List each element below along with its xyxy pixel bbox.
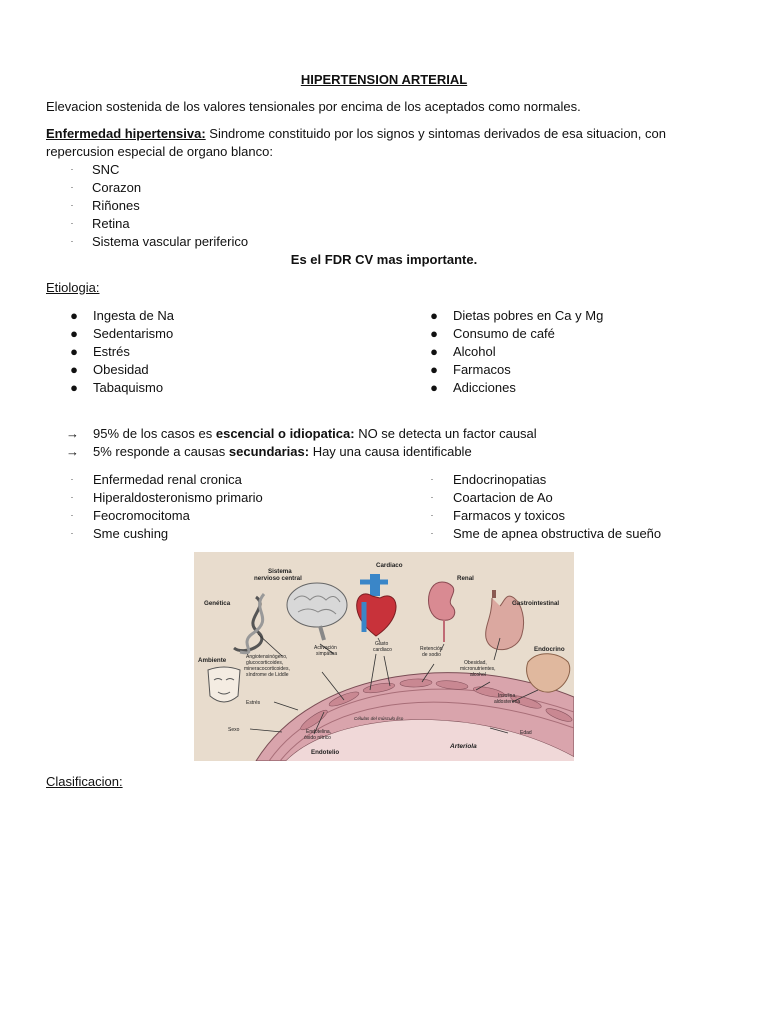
label-ambiente: Ambiente <box>198 657 227 664</box>
label-renal: Renal <box>457 575 474 582</box>
label-endotelio: Endotelio <box>311 749 340 756</box>
middle-dot-icon: · <box>430 528 434 538</box>
svg-text:síndrome de Liddle: síndrome de Liddle <box>246 672 289 678</box>
black-circle-icon: ● <box>430 326 438 341</box>
enfermedad-text-1: Sindrome constituido por los signos y sintomas derivados de esa situacion, con <box>205 126 666 141</box>
black-circle-icon: ● <box>430 344 438 359</box>
middle-dot-icon: · <box>430 492 434 502</box>
black-circle-icon: ● <box>430 380 438 395</box>
black-circle-icon: ● <box>70 362 78 377</box>
heart-icon <box>357 574 396 636</box>
black-circle-icon: ● <box>70 308 78 323</box>
label-sistema-1: Sistema <box>268 568 292 575</box>
figure-illustration <box>194 552 574 761</box>
document-page: HIPERTENSION ARTERIAL Elevacion sostenida de los valores tensionales por encima de los aceptados como normales. Enfermedad hipertensiva: Sindrome constituido por los signos y sintomas derivados de esa situacion, con repercusion especial de organo blanco: · SNC · Corazon · Riñones · Retina · Sistema vascular periferico Es el FDR CV mas importante. Etiologia: ● Ingesta de Na ● Sedentarismo ● Estrés ● Obesidad ● Tabaquismo ● Dietas pobres en Ca y Mg ● Consumo de café ● Alcohol ● Farmacos ● Adicciones → 95% de los casos es escencial o idiopatica: NO se detecta un factor causal → 5% responde a causas secundarias: Hay una causa identificable · Enfermedad renal cronica · Hiperaldosteronismo primario · Feocromocitoma · Sme cushing · Endocrinopatias · Coartacion de Ao · Farmacos y toxicos · Sme de apnea obstructiva de sueño Sistema nervioso central Cardiaco Renal Gastrointestinal Genética Ambiente Endocrino Endotelio Angiotensinógeno, glucocorticoides, mineracocorticoides, síndrome de Liddle Activación simpática Gasto cardiaco Retención de sodio Obesidad, micronutrientes, alcohol Insulina, aldosterona Estrés Sexo Edad Endotelina, óxido nítrico Células del músculo liso Arteriola Clasificacion: <box>0 0 768 1024</box>
face-icon <box>208 667 240 702</box>
black-circle-icon: ● <box>70 380 78 395</box>
middle-dot-icon: · <box>70 528 74 538</box>
definition-text: Elevacion sostenida de los valores tensionales por encima de los aceptados como normales. <box>46 99 581 114</box>
label-gastrointestinal: Gastrointestinal <box>512 600 560 607</box>
middle-dot-icon: · <box>430 510 434 520</box>
black-circle-icon: ● <box>70 326 78 341</box>
svg-text:de sodio: de sodio <box>422 652 441 658</box>
svg-text:Retención: Retención <box>420 646 443 652</box>
svg-text:mineracocorticoides,: mineracocorticoides, <box>244 666 290 672</box>
svg-text:Angiotensinógeno,: Angiotensinógeno, <box>246 654 288 660</box>
label-arteriola: Arteriola <box>450 743 477 750</box>
black-circle-icon: ● <box>430 308 438 323</box>
enfermedad-text-2: repercusion especial de organo blanco: <box>46 144 273 159</box>
svg-text:Insulina,: Insulina, <box>498 693 517 699</box>
middle-dot-icon: · <box>70 510 74 520</box>
clasificacion-heading: Clasificacion: <box>46 774 123 789</box>
etiologia-heading: Etiologia: <box>46 280 100 295</box>
middle-dot-icon: · <box>70 492 74 502</box>
black-circle-icon: ● <box>70 344 78 359</box>
enfermedad-paragraph <box>46 126 666 141</box>
svg-text:Activación: Activación <box>314 645 337 651</box>
svg-text:glucocorticoides,: glucocorticoides, <box>246 660 284 666</box>
middle-dot-icon: · <box>70 200 74 210</box>
label-endocrino: Endocrino <box>534 646 565 653</box>
enfermedad-label: Enfermedad hipertensiva: <box>46 126 206 141</box>
svg-text:alcohol: alcohol <box>470 672 486 678</box>
svg-text:óxido nítrico: óxido nítrico <box>304 735 331 741</box>
label-cardiaco: Cardiaco <box>376 562 403 569</box>
label-celulas: Células del músculo liso <box>354 716 404 721</box>
middle-dot-icon: · <box>70 182 74 192</box>
svg-text:Estrés: Estrés <box>246 700 261 706</box>
label-sistema-2: nervioso central <box>254 575 302 582</box>
fdr-statement: Es el FDR CV mas importante. <box>290 252 478 267</box>
stomach-icon <box>486 590 524 650</box>
kidney-icon <box>429 582 455 642</box>
middle-dot-icon: · <box>70 474 74 484</box>
svg-text:Obesidad,: Obesidad, <box>464 660 487 666</box>
svg-text:Edad: Edad <box>520 730 532 736</box>
label-genetica: Genética <box>204 600 231 607</box>
svg-text:aldosterona: aldosterona <box>494 699 521 705</box>
svg-text:Gasto: Gasto <box>375 641 389 647</box>
middle-dot-icon: · <box>70 218 74 228</box>
rightwards-arrow-icon: → <box>66 426 79 441</box>
svg-text:Endotelina,: Endotelina, <box>306 729 332 735</box>
brain-icon <box>287 583 347 640</box>
svg-text:Sexo: Sexo <box>228 727 240 733</box>
dna-helix-icon <box>234 594 264 653</box>
svg-text:simpática: simpática <box>316 651 338 657</box>
black-circle-icon: ● <box>430 362 438 377</box>
svg-text:cardiaco: cardiaco <box>373 647 392 653</box>
middle-dot-icon: · <box>70 164 74 174</box>
svg-text:micronutrientes,: micronutrientes, <box>460 666 496 672</box>
page-title: HIPERTENSION ARTERIAL <box>300 72 468 87</box>
middle-dot-icon: · <box>430 474 434 484</box>
hypertension-factors-figure <box>194 552 574 761</box>
middle-dot-icon: · <box>70 236 74 246</box>
rightwards-arrow-icon: → <box>66 444 79 459</box>
